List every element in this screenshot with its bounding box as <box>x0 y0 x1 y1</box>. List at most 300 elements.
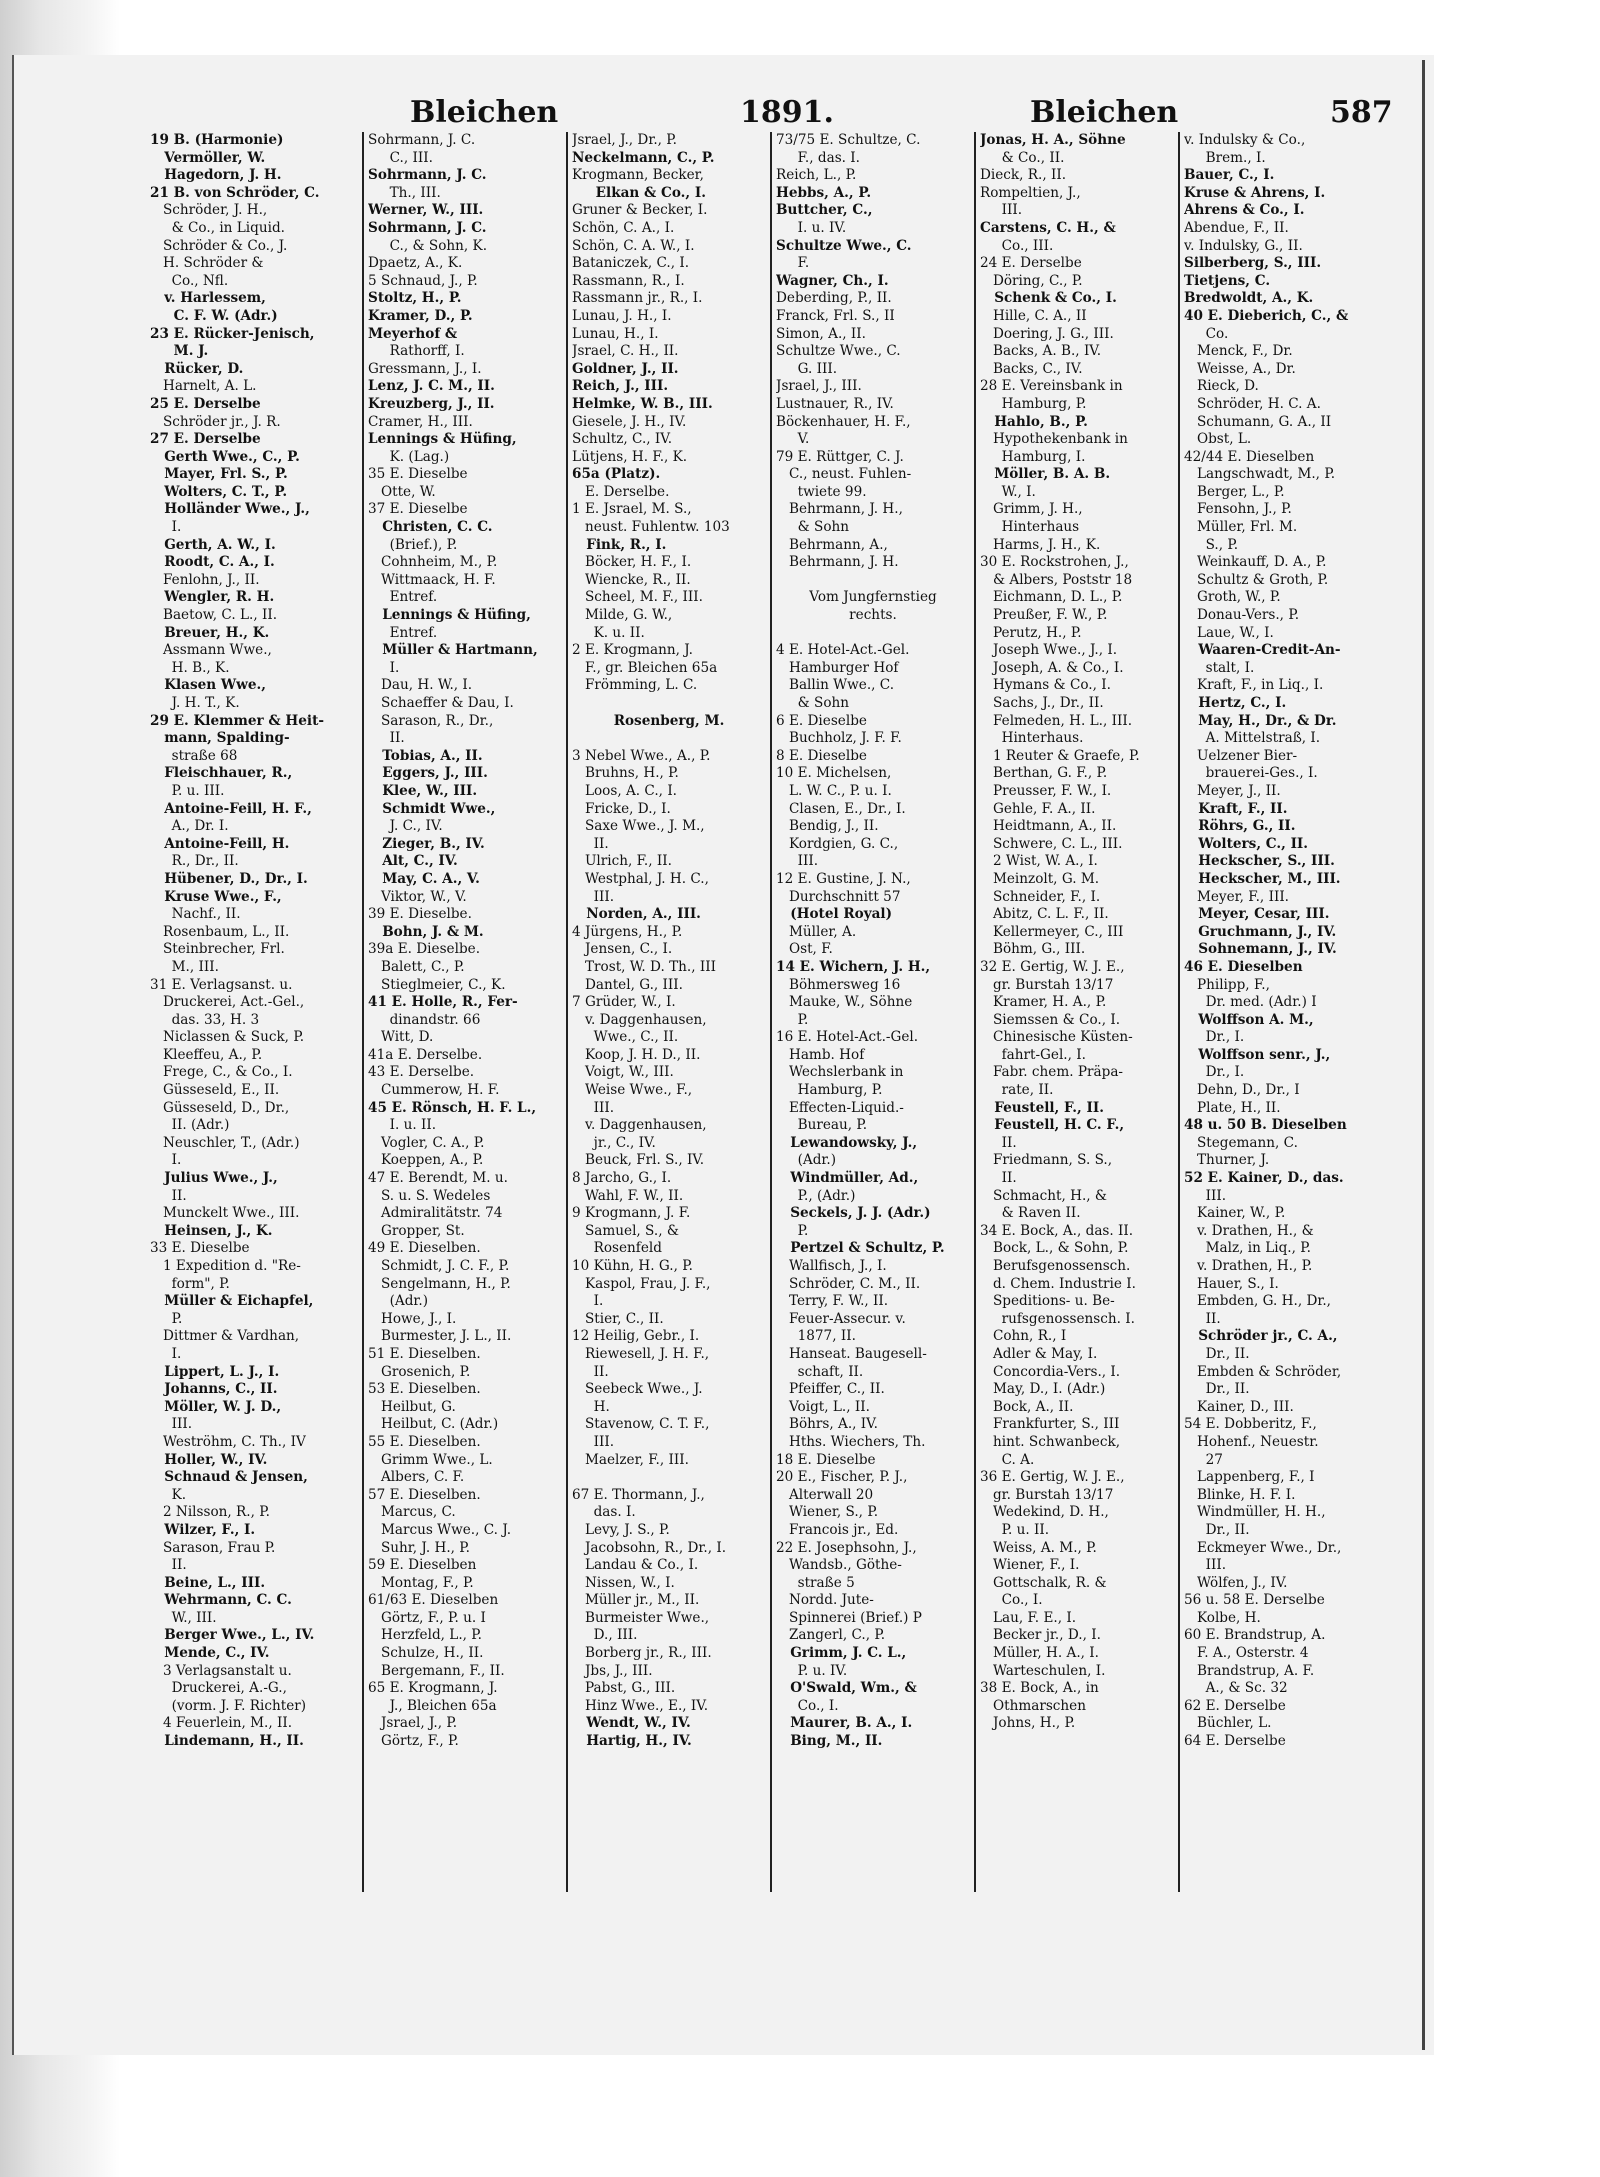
directory-entry: Schenk & Co., I. <box>980 290 1117 307</box>
directory-entry: Doering, J. G., III. <box>980 325 1114 342</box>
directory-entry: 64 E. Derselbe <box>1184 1733 1286 1750</box>
directory-entry: Schmacht, H., & <box>980 1187 1108 1204</box>
directory-entry: Harms, J. H., K. <box>980 536 1101 553</box>
directory-entry: Speditions- u. Be- <box>980 1293 1115 1310</box>
directory-entry: Scheel, M. F., III. <box>572 589 703 606</box>
directory-entry: Balett, C., P. <box>368 958 465 975</box>
directory-entry: A., & Sc. 32 <box>1184 1680 1288 1697</box>
directory-entry: Albers, C. F. <box>368 1469 465 1486</box>
directory-entry: 27 <box>1184 1451 1223 1468</box>
directory-entry: Böhrs, A., IV. <box>776 1416 878 1433</box>
directory-entry: Admiralitätstr. 74 <box>368 1205 503 1222</box>
directory-entry: Schröder, J. H., <box>150 202 268 219</box>
directory-entry: twiete 99. <box>776 483 867 500</box>
directory-entry: Buchholz, J. F. F. <box>776 730 902 747</box>
directory-entry: II. <box>150 1557 187 1574</box>
directory-entry: Howe, J., I. <box>368 1310 457 1327</box>
directory-entry: Felmeden, H. L., III. <box>980 712 1133 729</box>
directory-entry: Wagner, Ch., I. <box>776 272 889 289</box>
directory-entry: Lunau, J. H., I. <box>572 307 672 324</box>
directory-entry: Dpaetz, A., K. <box>368 255 463 272</box>
directory-entry: III. <box>150 1416 193 1433</box>
directory-entry: Hagedorn, J. H. <box>150 167 282 184</box>
running-head-year: 1891. <box>740 95 834 130</box>
directory-entry: Pabst, G., III. <box>572 1680 676 1697</box>
directory-entry: Beine, L., III. <box>150 1574 266 1591</box>
directory-entry: Bruhns, H., P. <box>572 765 679 782</box>
directory-entry: H. B., K. <box>150 659 230 676</box>
directory-entry: 20 E., Fischer, P. J., <box>776 1469 908 1486</box>
directory-entry: III. <box>776 853 819 870</box>
directory-entry: Rosenfeld <box>572 1240 662 1257</box>
directory-entry: 36 E. Gertig, W. J. E., <box>980 1469 1125 1486</box>
directory-entry: Viktor, W., V. <box>368 888 467 905</box>
directory-entry: Hamburg, P. <box>776 1082 883 1099</box>
directory-entry: Blinke, H. F. I. <box>1184 1486 1296 1503</box>
directory-entry: II. <box>980 1134 1017 1151</box>
directory-entry: Müller, H. A., I. <box>980 1645 1099 1662</box>
directory-entry: 10 E. Michelsen, <box>776 765 892 782</box>
directory-entry: Abitz, C. L. F., II. <box>980 906 1109 923</box>
directory-entry: Jsrael, J., III. <box>776 378 862 395</box>
directory-entry: Bohn, J. & M. <box>368 923 484 940</box>
directory-entry: Burmester, J. L., II. <box>368 1328 512 1345</box>
directory-entry: 28 E. Vereinsbank in <box>980 378 1123 395</box>
directory-entry: C. A. <box>980 1451 1035 1468</box>
section-heading: Rosenberg, M. <box>613 712 725 729</box>
directory-entry: schaft, II. <box>776 1363 864 1380</box>
directory-entry: Montag, F., P. <box>368 1574 474 1591</box>
directory-entry: Wolffson A. M., <box>1184 1011 1314 1028</box>
directory-entry: Nachf., II. <box>150 906 241 923</box>
directory-entry: Jsrael, J., P. <box>368 1715 458 1732</box>
directory-entry: Behrmann, J. H. <box>776 554 899 571</box>
directory-entry: 29 E. Klemmer & Heit- <box>150 712 324 729</box>
directory-entry: P. u. IV. <box>776 1662 848 1679</box>
directory-entry: E. Derselbe. <box>572 483 670 500</box>
directory-entry: 2 E. Krogmann, J. <box>572 642 693 659</box>
directory-entry: Waaren-Credit-An- <box>1184 642 1341 659</box>
directory-entry: May, D., I. (Adr.) <box>980 1381 1106 1398</box>
directory-entry: P. u. II. <box>980 1521 1050 1538</box>
directory-entry: das. I. <box>572 1504 636 1521</box>
directory-entry: Fink, R., I. <box>572 536 667 553</box>
directory-entry: 1 Reuter & Graefe, P. <box>980 747 1140 764</box>
directory-entry: Klasen Wwe., <box>150 677 266 694</box>
directory-entry: 79 E. Rüttger, C. J. <box>776 448 904 465</box>
directory-entry: Ost, F. <box>776 941 833 958</box>
directory-entry: Samuel, S., & <box>572 1222 679 1239</box>
directory-entry: II. <box>572 835 609 852</box>
directory-entry: Dr., II. <box>1184 1345 1250 1362</box>
directory-entry: 3 Verlagsanstalt u. <box>150 1662 292 1679</box>
directory-entry: W., III. <box>150 1609 217 1626</box>
directory-entry: Embden, G. H., Dr., <box>1184 1293 1332 1310</box>
directory-entry: 55 E. Dieselben. <box>368 1433 481 1450</box>
directory-entry: Friedmann, S. S., <box>980 1152 1113 1169</box>
directory-entry: Seebeck Wwe., J. <box>572 1381 703 1398</box>
directory-entry: Witt, D. <box>368 1029 434 1046</box>
directory-entry: Wölfen, J., IV. <box>1184 1574 1288 1591</box>
directory-entry: Hamburg, I. <box>980 448 1086 465</box>
directory-entry: 41a E. Derselbe. <box>368 1046 483 1063</box>
directory-entry: Hamburger Hof <box>776 659 899 676</box>
directory-entry: Riewesell, J. H. F., <box>572 1345 710 1362</box>
directory-entry: 49 E. Dieselben. <box>368 1240 481 1257</box>
directory-entry: Heilbut, C. (Adr.) <box>368 1416 499 1433</box>
directory-entry: Stavenow, C. T. F., <box>572 1416 710 1433</box>
directory-entry: Simon, A., II. <box>776 325 866 342</box>
directory-entry: Holländer Wwe., J., <box>150 501 310 518</box>
directory-entry: Dehn, D., Dr., I <box>1184 1082 1300 1099</box>
directory-entry: 10 Kühn, H. G., P. <box>572 1258 693 1274</box>
directory-entry: Clasen, E., Dr., I. <box>776 800 906 817</box>
directory-entry: 51 E. Dieselben. <box>368 1345 481 1362</box>
directory-entry: Heidtmann, A., II. <box>980 818 1117 835</box>
directory-entry: 9 Krogmann, J. F. <box>572 1205 691 1222</box>
directory-entry: Fricke, D., I. <box>572 800 671 817</box>
directory-entry: Bock, A., II. <box>980 1398 1074 1415</box>
directory-entry: Backs, A. B., IV. <box>980 343 1102 360</box>
directory-entry: C., neust. Fuhlen- <box>776 466 912 483</box>
directory-entry: Bendig, J., II. <box>776 818 879 835</box>
directory-entry: 7 Grüder, W., I. <box>572 994 676 1011</box>
directory-entry: Bauer, C., I. <box>1184 167 1275 184</box>
directory-entry: III. <box>572 888 615 905</box>
directory-entry: Gehle, F. A., II. <box>980 800 1096 817</box>
directory-entry: C., & Sohn, K. <box>368 237 488 254</box>
directory-entry: 33 E. Dieselbe <box>150 1240 250 1257</box>
directory-entry: Kruse Wwe., F., <box>150 888 282 905</box>
directory-entry: Backs, C., IV. <box>980 360 1083 377</box>
directory-entry: Rompeltien, J., <box>980 184 1081 201</box>
directory-entry: Bredwoldt, A., K. <box>1184 290 1314 307</box>
directory-entry: Co. <box>1184 325 1229 342</box>
directory-entry: Perutz, H., P. <box>980 624 1082 641</box>
directory-entry: Brandstrup, A. F. <box>1184 1662 1315 1679</box>
directory-entry: I. <box>150 1152 182 1169</box>
directory-entry: 16 E. Hotel-Act.-Gel. <box>776 1029 919 1046</box>
directory-entry: 39 E. Dieselbe. <box>368 906 472 923</box>
directory-entry: 61/63 E. Dieselben <box>368 1592 499 1609</box>
directory-entry: Bock, L., & Sohn, P. <box>980 1240 1129 1257</box>
directory-entry: Langschwadt, M., P. <box>1184 466 1336 483</box>
directory-entry: 1 E. Jsrael, M. S., <box>572 501 692 518</box>
directory-entry: Mauke, W., Söhne <box>776 994 913 1011</box>
directory-entry: Heilbut, G. <box>368 1398 456 1415</box>
directory-entry: Feustell, H. C. F., <box>980 1117 1125 1134</box>
directory-entry: Adler & May, I. <box>980 1345 1098 1362</box>
directory-entry: P. <box>776 1222 809 1239</box>
directory-entry: 54 E. Dobberitz, F., <box>1184 1416 1317 1433</box>
directory-entry: Wedekind, D. H., <box>980 1504 1109 1521</box>
directory-entry: D., III. <box>572 1627 638 1644</box>
directory-entry: Reich, J., III. <box>572 378 669 395</box>
directory-entry: Jacobsohn, R., Dr., I. <box>572 1539 727 1556</box>
directory-entry: M., III. <box>150 958 219 975</box>
column-1 <box>150 132 358 1892</box>
directory-entry: Weise Wwe., F., <box>572 1082 693 1099</box>
directory-entry: Koeppen, A., P. <box>368 1152 484 1169</box>
directory-entry: 2 Nilsson, R., P. <box>150 1504 270 1521</box>
directory-entry: Schulze, H., II. <box>368 1645 484 1662</box>
directory-entry: Kruse & Ahrens, I. <box>1184 184 1326 201</box>
running-head-left: Bleichen <box>410 95 559 130</box>
directory-entry: 18 E. Dieselbe <box>776 1451 876 1468</box>
running-head-right: Bleichen <box>1030 95 1179 130</box>
directory-entry: v. Indulsky & Co., <box>1184 132 1306 148</box>
directory-entry: 8 E. Dieselbe <box>776 747 867 764</box>
directory-entry: J., Bleichen 65a <box>368 1697 497 1714</box>
directory-entry: May, H., Dr., & Dr. <box>1184 712 1337 729</box>
directory-entry: Frömming, L. C. <box>572 677 698 694</box>
directory-entry: Joseph, A. & Co., I. <box>980 659 1124 676</box>
directory-entry: 60 E. Brandstrup, A. <box>1184 1627 1326 1644</box>
directory-entry: W., I. <box>980 483 1036 500</box>
directory-entry: Roodt, C. A., I. <box>150 554 275 571</box>
directory-entry: Lindemann, H., II. <box>150 1733 304 1750</box>
directory-entry: Marcus Wwe., C. J. <box>368 1521 512 1538</box>
directory-entry: Dr. med. (Adr.) I <box>1184 994 1317 1011</box>
directory-entry: Menck, F., Dr. <box>1184 343 1293 360</box>
directory-entry: I. <box>368 659 400 676</box>
directory-entry: Schultz, C., IV. <box>572 431 673 448</box>
directory-entry: Hohenf., Neuestr. <box>1184 1433 1319 1450</box>
directory-entry: Helmke, W. B., III. <box>572 395 713 412</box>
directory-entry: 32 E. Gertig, W. J. E., <box>980 958 1125 975</box>
directory-entry: Wolters, C. T., P. <box>150 483 288 500</box>
directory-entry: Terry, F. W., II. <box>776 1293 889 1310</box>
directory-entry: Bergemann, F., II. <box>368 1662 505 1679</box>
directory-entry: Pertzel & Schultz, P. <box>776 1240 945 1257</box>
directory-entry: brauerei-Ges., I. <box>1184 765 1318 782</box>
directory-entry: v. Drathen, H., & <box>1184 1222 1314 1239</box>
directory-entry: Brem., I. <box>1184 149 1266 166</box>
directory-entry: Chinesische Küsten- <box>980 1029 1133 1046</box>
directory-entry: III. <box>572 1099 615 1116</box>
directory-entry: & Raven II. <box>980 1205 1081 1222</box>
directory-entry: Meyer, J., II. <box>1184 782 1281 799</box>
directory-entry: Preußer, F. W., P. <box>980 607 1108 624</box>
column-3 <box>572 132 766 1892</box>
directory-entry: Otte, W. <box>368 483 436 500</box>
directory-entry: Feuer-Assecur. v. <box>776 1310 906 1327</box>
directory-entry: Alterwall 20 <box>776 1486 874 1503</box>
directory-entry: Meyerhof & <box>368 325 458 342</box>
directory-entry: Embden & Schröder, <box>1184 1363 1342 1380</box>
directory-entry: (vorm. J. F. Richter) <box>150 1697 307 1714</box>
directory-entry: J. C., IV. <box>368 818 443 835</box>
directory-entry: Co., III. <box>980 237 1054 254</box>
directory-entry: Görtz, F., P. <box>368 1733 459 1750</box>
directory-entry: & Co., in Liquid. <box>150 219 285 236</box>
directory-entry: Laue, W., I. <box>1184 624 1274 641</box>
directory-entry: 56 u. 58 E. Derselbe <box>1184 1592 1325 1609</box>
directory-entry: Böcker, H. F., I. <box>572 554 692 571</box>
directory-entry: 25 E. Derselbe <box>150 395 261 412</box>
directory-entry: Julius Wwe., J., <box>150 1170 278 1187</box>
directory-entry: Lau, F. E., I. <box>980 1609 1077 1626</box>
directory-entry: 53 E. Dieselben. <box>368 1381 481 1398</box>
column-divider <box>770 132 772 1892</box>
directory-entry: Hinterhaus <box>980 519 1080 536</box>
directory-entry: Voigt, W., III. <box>572 1064 674 1081</box>
directory-entry: 41 E. Holle, R., Fer- <box>368 994 518 1011</box>
directory-entry: Rathorff, I. <box>368 343 465 360</box>
directory-entry: Wechslerbank in <box>776 1064 904 1081</box>
directory-entry: straße 68 <box>150 747 238 764</box>
column-2 <box>368 132 562 1892</box>
directory-entry: Lustnauer, R., IV. <box>776 395 894 412</box>
directory-entry: Meyer, Cesar, III. <box>1184 906 1330 923</box>
directory-entry: Effecten-Liquid.- <box>776 1099 904 1116</box>
directory-entry: Wolters, C., II. <box>1184 835 1309 852</box>
directory-entry: Wendt, W., IV. <box>572 1715 691 1732</box>
directory-entry: Wilzer, F., I. <box>150 1521 256 1538</box>
directory-entry: Zieger, B., IV. <box>368 835 485 852</box>
directory-entry: (Brief.), P. <box>368 536 458 553</box>
directory-entry: Röhrs, G., II. <box>1184 818 1296 835</box>
directory-entry: Jensen, C., I. <box>572 941 673 958</box>
directory-entry: Levy, J. S., P. <box>572 1521 670 1538</box>
directory-entry: Eggers, J., III. <box>368 765 488 782</box>
directory-entry: Kainer, D., III. <box>1184 1398 1294 1415</box>
directory-entry: 48 u. 50 B. Dieselben <box>1184 1117 1347 1134</box>
directory-entry: Heckscher, S., III. <box>1184 853 1335 870</box>
directory-entry: Fenlohn, J., II. <box>150 571 260 588</box>
directory-entry: Obst, L. <box>1184 431 1252 448</box>
column-5 <box>980 132 1174 1892</box>
directory-entry: Schröder jr., J. R. <box>150 413 281 430</box>
directory-entry: Behrmann, A., <box>776 536 888 553</box>
directory-entry: Philipp, F., <box>1184 976 1270 993</box>
directory-entry: III. <box>980 202 1023 219</box>
directory-entry: neust. Fuhlentw. 103 <box>572 519 730 536</box>
directory-entry: 4 Jürgens, H., P. <box>572 923 683 940</box>
directory-entry: Weströhm, C. Th., IV <box>150 1433 306 1450</box>
directory-entry: Lenz, J. C. M., II. <box>368 378 495 395</box>
column-6 <box>1184 132 1360 1892</box>
directory-entry: Maurer, B. A., I. <box>776 1715 913 1732</box>
directory-entry: II. (Adr.) <box>150 1117 230 1134</box>
directory-entry: Eichmann, D. L., P. <box>980 589 1123 606</box>
directory-entry: Nordd. Jute- <box>776 1592 874 1609</box>
directory-entry: Hypothekenbank in <box>980 431 1128 448</box>
directory-entry: Uelzener Bier- <box>1184 747 1298 764</box>
directory-entry: Thurner, J. <box>1184 1152 1270 1169</box>
directory-entry: 42/44 E. Dieselben <box>1184 448 1315 465</box>
column-4 <box>776 132 970 1892</box>
directory-entry: Schön, C. A. W., I. <box>572 237 695 254</box>
directory-entry: Seckels, J. J. (Adr.) <box>776 1205 931 1222</box>
directory-entry: Malz, in Liq., P. <box>1184 1240 1311 1257</box>
directory-entry: v. Daggenhausen, <box>572 1011 707 1028</box>
directory-entry: Kaspol, Frau, J. F., <box>572 1275 711 1292</box>
directory-entry: 34 E. Bock, A., das. II. <box>980 1222 1134 1239</box>
directory-entry: Antoine-Feill, H. F., <box>150 800 312 817</box>
directory-entry: Müller & Hartmann, <box>368 642 538 659</box>
directory-entry: Niclassen & Suck, P. <box>150 1029 305 1046</box>
directory-entry: Lewandowsky, J., <box>776 1134 918 1151</box>
directory-entry: & Co., II. <box>980 149 1065 166</box>
directory-entry: 24 E. Derselbe <box>980 255 1082 272</box>
directory-entry: 5 Schnaud, J., P. <box>368 272 478 289</box>
directory-entry: 47 E. Berendt, M. u. <box>368 1170 508 1187</box>
directory-entry: Tobias, A., II. <box>368 747 483 764</box>
directory-entry: Deberding, P., II. <box>776 290 892 307</box>
directory-entry: Stieglmeier, C., K. <box>368 976 506 993</box>
directory-entry: Harnelt, A. L. <box>150 378 257 395</box>
directory-entry: Schwere, C. L., III. <box>980 835 1123 852</box>
directory-entry: 14 E. Wichern, J. H., <box>776 958 931 975</box>
directory-entry: Wengler, R. H. <box>150 589 275 606</box>
directory-entry: Heckscher, M., III. <box>1184 870 1341 887</box>
directory-entry: Druckerei, Act.-Gel., <box>150 994 305 1011</box>
directory-entry: fahrt-Gel., I. <box>980 1046 1086 1063</box>
directory-entry: Berthan, G. F., P. <box>980 765 1108 782</box>
directory-entry: Gropper, St. <box>368 1222 465 1239</box>
directory-entry: v. Harlessem, <box>150 290 266 307</box>
page-number: 587 <box>1330 95 1393 130</box>
directory-entry: Hanseat. Baugesell- <box>776 1345 927 1362</box>
directory-entry: Koop, J. H. D., II. <box>572 1046 701 1063</box>
directory-entry: Weinkauff, D. A., P. <box>1184 554 1327 571</box>
directory-entry: F., gr. Bleichen 65a <box>572 659 718 676</box>
directory-entry: Gerth, A. W., I. <box>150 536 276 553</box>
directory-entry: Francois jr., Ed. <box>776 1521 899 1538</box>
directory-entry: II. <box>1184 1310 1221 1327</box>
directory-entry: J. H. T., K. <box>150 695 240 711</box>
directory-entry: 27 E. Derselbe <box>150 431 261 448</box>
directory-entry: Kramer, D., P. <box>368 307 473 324</box>
directory-entry: Ulrich, F., II. <box>572 853 672 870</box>
directory-entry: H. <box>572 1398 610 1415</box>
directory-entry: Lappenberg, F., I <box>1184 1469 1315 1486</box>
directory-entry: V. <box>776 431 810 448</box>
directory-entry: Co., I. <box>776 1697 839 1714</box>
directory-entry: 8 Jarcho, G., I. <box>572 1170 672 1187</box>
directory-entry: Lennings & Hüfing, <box>368 607 531 624</box>
directory-entry: Wandsb., Göthe- <box>776 1557 902 1574</box>
directory-entry: Th., III. <box>368 184 441 201</box>
directory-entry: Dieck, R., II. <box>980 167 1067 184</box>
directory-columns <box>150 132 1360 1892</box>
directory-entry: Cohn, R., I <box>980 1328 1067 1345</box>
directory-entry: Gottschalk, R. & <box>980 1574 1107 1591</box>
directory-entry: Rassmann jr., R., I. <box>572 290 703 307</box>
directory-entry: Co., I. <box>980 1592 1043 1609</box>
directory-entry: Sohrmann, J. C. <box>368 167 487 184</box>
directory-entry: I. u. II. <box>368 1117 437 1134</box>
directory-entry: Cummerow, H. F. <box>368 1082 500 1099</box>
directory-entry: 12 E. Gustine, J. N., <box>776 870 911 887</box>
directory-entry: I. <box>150 519 182 536</box>
page-edge-rule <box>1422 60 1425 2050</box>
directory-entry: Schröder, C. M., II. <box>776 1275 921 1292</box>
directory-entry <box>776 572 970 590</box>
directory-entry <box>572 695 766 713</box>
directory-entry: dinandstr. 66 <box>368 1011 481 1028</box>
directory-entry: 30 E. Rockstrohen, J., <box>980 554 1129 571</box>
directory-entry: R., Dr., II. <box>150 853 239 870</box>
directory-entry: Zangerl, C., P. <box>776 1627 886 1644</box>
directory-entry: F. A., Osterstr. 4 <box>1184 1645 1309 1662</box>
directory-entry: Burmeister Wwe., <box>572 1609 710 1626</box>
directory-entry: 65 E. Krogmann, J. <box>368 1680 498 1697</box>
directory-entry: Hille, C. A., II <box>980 307 1087 324</box>
directory-entry: 19 B. (Harmonie) <box>150 132 284 148</box>
directory-entry: Donau-Vers., P. <box>1184 607 1300 624</box>
